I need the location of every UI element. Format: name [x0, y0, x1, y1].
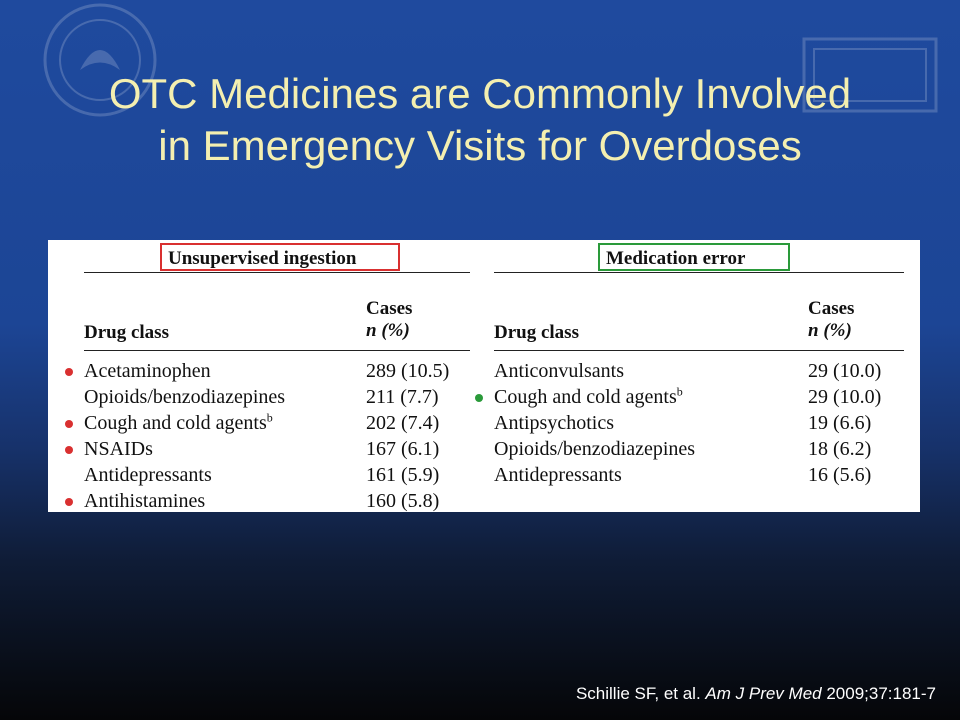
table-row: [494, 436, 904, 462]
drug-class-cell: [494, 384, 683, 410]
table-row: [84, 410, 470, 436]
drug-class-cell: [84, 462, 212, 488]
red-marker-dot: [65, 368, 73, 376]
cases-cell: 160 (5.8): [366, 490, 440, 512]
cases-cell: 167 (6.1): [366, 438, 440, 460]
drug-class-cell: [84, 358, 211, 384]
citation: [576, 684, 936, 704]
title-line-2: in Emergency Visits for Overdoses: [158, 122, 802, 169]
cases-cell: 19 (6.6): [808, 412, 872, 434]
drug-class-name: Anticonvulsants: [494, 360, 624, 382]
drug-class-name: Cough and cold agents: [494, 386, 677, 408]
title-line-1: OTC Medicines are Commonly Involved: [108, 70, 852, 117]
drug-class-cell: [84, 436, 153, 462]
cases-cell: 16 (5.6): [808, 464, 872, 486]
cases-header: Cases: [366, 298, 413, 319]
cases-n-percent-header: n (%): [366, 320, 410, 341]
drug-class-name: Opioids/benzodiazepines: [84, 386, 286, 408]
table-row: [494, 358, 904, 384]
table-row: [84, 488, 470, 514]
citation-journal: Am J Prev Med: [705, 684, 822, 703]
cases-cell: 29 (10.0): [808, 386, 882, 408]
medication-error-header: Medication error: [598, 243, 790, 271]
cases-cell: 289 (10.5): [366, 360, 450, 382]
red-marker-dot: [65, 446, 73, 454]
cases-cell: 202 (7.4): [366, 412, 440, 434]
drug-class-cell: [494, 358, 624, 384]
drug-class-name: Antidepressants: [494, 464, 622, 486]
medication-error-rows: [494, 358, 904, 488]
slide-title: [0, 68, 960, 172]
drug-class-cell: [84, 410, 273, 436]
footnote-marker: b: [266, 410, 273, 425]
unsupervised-ingestion-header: Unsupervised ingestion: [160, 243, 400, 271]
overdose-table: [48, 240, 920, 512]
citation-details: 2009;37:181-7: [821, 684, 936, 703]
table-row: [84, 436, 470, 462]
cases-cell: 29 (10.0): [808, 360, 882, 382]
drug-class-name: Antidepressants: [84, 464, 212, 486]
footnote-marker: b: [676, 384, 683, 399]
header-rule: [494, 350, 904, 351]
green-marker-dot: [475, 394, 483, 402]
table-row: [84, 384, 470, 410]
drug-class-cell: [84, 488, 205, 514]
red-marker-dot: [65, 420, 73, 428]
cases-cell: 161 (5.9): [366, 464, 440, 486]
table-row: [84, 462, 470, 488]
drug-class-name: Cough and cold agents: [84, 412, 267, 434]
drug-class-cell: [494, 410, 614, 436]
drug-class-name: Antipsychotics: [494, 412, 614, 434]
red-marker-dot: [65, 498, 73, 506]
cases-header: Cases: [808, 298, 855, 319]
unsupervised-ingestion-rows: [84, 358, 470, 514]
drug-class-name: Acetaminophen: [84, 360, 211, 382]
table-row: [494, 410, 904, 436]
citation-authors: Schillie SF, et al.: [575, 684, 706, 703]
cases-cell: 18 (6.2): [808, 438, 872, 460]
table-row: [494, 462, 904, 488]
table-row: [494, 384, 904, 410]
drug-class-name: NSAIDs: [84, 438, 153, 460]
drug-class-name: Antihistamines: [84, 490, 206, 512]
table-row: [84, 358, 470, 384]
drug-class-header: Drug class: [494, 322, 579, 343]
group-rule: [494, 272, 904, 273]
cases-cell: 211 (7.7): [366, 386, 439, 408]
cases-n-percent-header: n (%): [808, 320, 852, 341]
drug-class-name: Opioids/benzodiazepines: [494, 438, 696, 460]
header-rule: [84, 350, 470, 351]
drug-class-cell: [84, 384, 285, 410]
group-rule: [84, 272, 470, 273]
drug-class-header: Drug class: [84, 322, 169, 343]
drug-class-cell: [494, 462, 622, 488]
drug-class-cell: [494, 436, 695, 462]
